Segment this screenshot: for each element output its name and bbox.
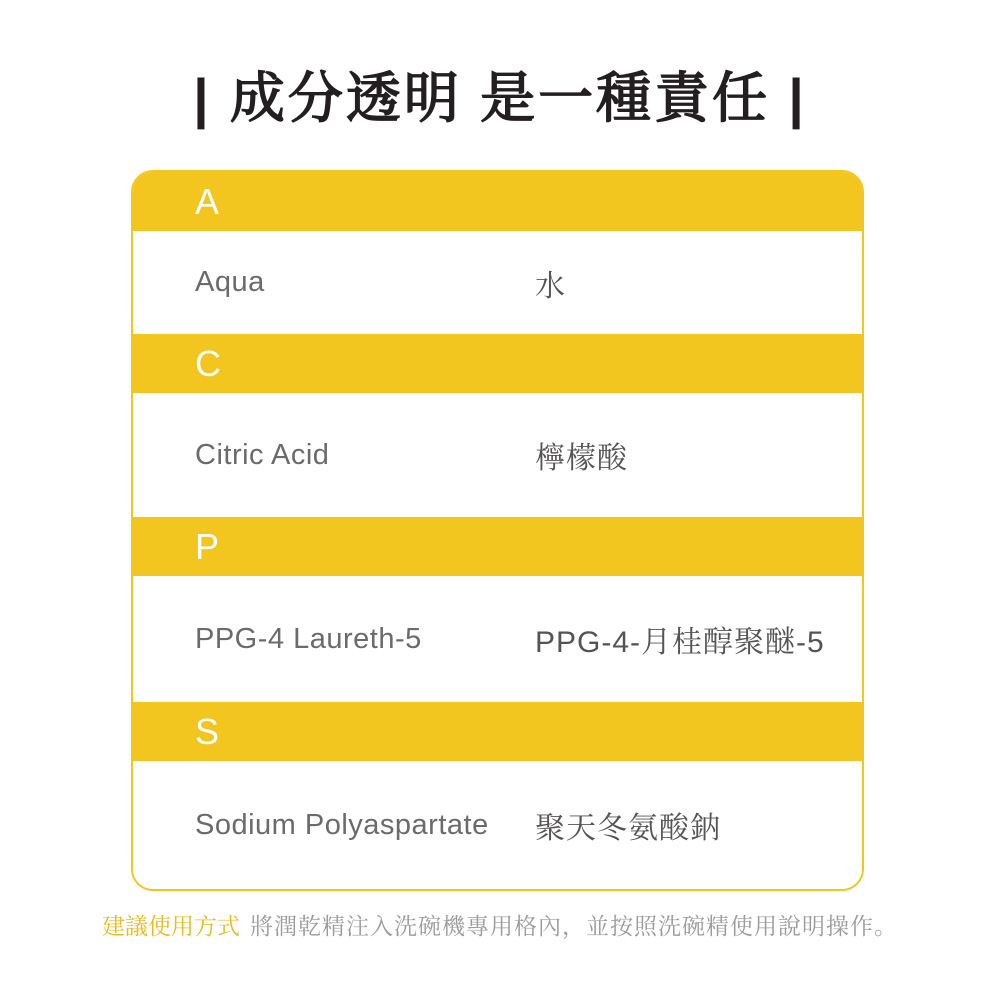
- ingredient-row: [133, 761, 862, 889]
- ingredient-row: [133, 576, 862, 702]
- section-letter: A: [195, 180, 220, 222]
- ingredient-name-en: Sodium Polyaspartate: [195, 808, 489, 841]
- ingredient-name-en: Aqua: [195, 266, 265, 298]
- usage-label: 建議使用方式: [102, 913, 240, 939]
- ingredient-name-zh: 水: [535, 269, 566, 303]
- section-header: [133, 702, 862, 761]
- ingredient-name-zh: 檸檬酸: [535, 442, 628, 475]
- usage-note: [0, 908, 1000, 944]
- section-header: [133, 172, 862, 231]
- usage-text: 將潤乾精注入洗碗機專用格內，並按照洗碗精使用說明操作。: [250, 913, 898, 939]
- section-header: [133, 517, 862, 576]
- ingredient-name-en: Citric Acid: [195, 438, 330, 471]
- ingredient-row: [133, 231, 862, 334]
- section-letter: C: [195, 342, 221, 384]
- section-letter: P: [195, 525, 220, 567]
- section-header: [133, 334, 862, 393]
- ingredient-name-zh: PPG-4-月桂醇聚醚-5: [535, 626, 825, 659]
- ingredient-table: [131, 170, 864, 891]
- ingredient-name-en: PPG-4 Laureth-5: [195, 622, 422, 655]
- section-letter: S: [195, 710, 220, 752]
- ingredient-name-zh: 聚天冬氨酸鈉: [535, 812, 721, 845]
- page-title: | 成分透明 是一種責任 |: [193, 67, 807, 129]
- ingredient-row: [133, 393, 862, 517]
